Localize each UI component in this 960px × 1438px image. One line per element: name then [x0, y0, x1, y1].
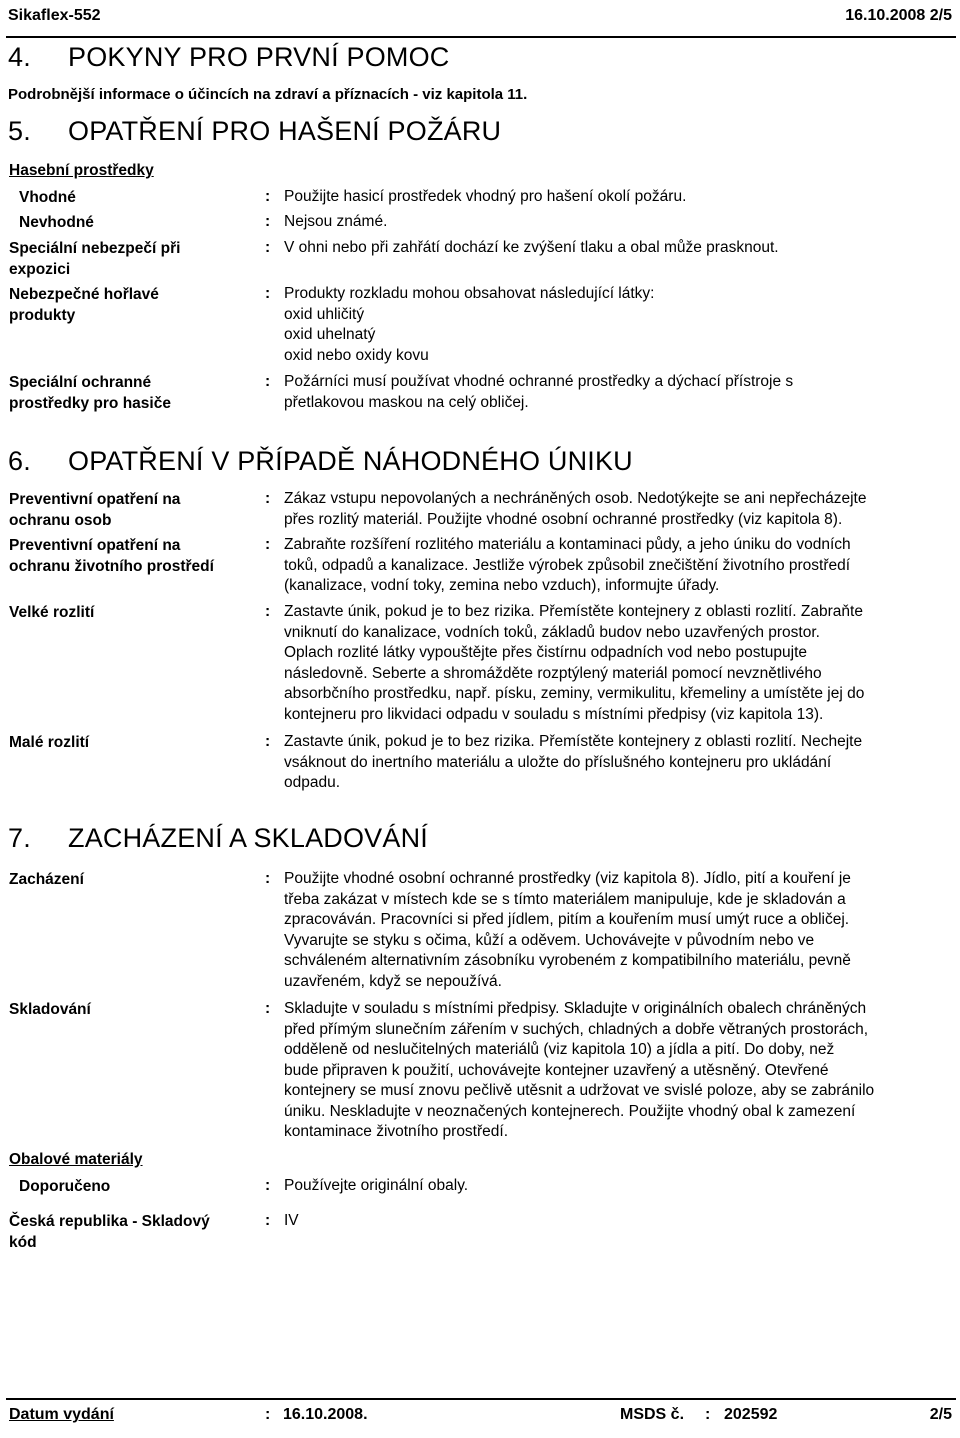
field-label: Skladování [9, 1001, 91, 1018]
field-colon: : [265, 733, 271, 750]
value-line: Zákaz vstupu nepovolaných a nechráněných osob. Nedotýkejte se ani nepřecházejte [284, 490, 867, 507]
value-line: vniknutí do kanalizace, vodních toků, základů budov nebo uzavřených prostor. [284, 623, 820, 641]
page-footer [0, 1398, 960, 1438]
issue-date-label: Datum vydání [9, 1406, 114, 1423]
value-line: absorbčního prostředku, např. písku, zeminy, vermikulitu, křemeliny a umístěte jej do [284, 685, 865, 702]
header-date-page: 16.10.2008 2/5 [845, 7, 952, 24]
field-value [284, 1176, 956, 1197]
section-5-title [8, 116, 501, 147]
field-colon: : [265, 603, 271, 620]
label-line: Preventivní opatření na [9, 491, 181, 508]
section-number: 4. [8, 42, 31, 72]
page-header [0, 0, 960, 36]
label-line: Nebezpečné hořlavé [9, 286, 159, 303]
footer-rule [6, 1398, 956, 1400]
field-colon: : [265, 1177, 271, 1194]
field-value [284, 212, 956, 233]
field-label: Doporučeno [19, 1178, 111, 1195]
field-label: Nevhodné [19, 214, 94, 231]
field-colon: : [265, 490, 271, 507]
value-line: Použijte vhodné osobní ochranné prostředky (viz kapitola 8). Jídlo, pití a kouření je [284, 870, 851, 887]
value-line: IV [284, 1212, 299, 1229]
header-rule [6, 36, 956, 38]
field-colon: : [265, 536, 271, 553]
subheading-obalove: Obalové materiály [9, 1151, 143, 1168]
section-heading: OPATŘENÍ V PŘÍPADĚ NÁHODNÉHO ÚNIKU [68, 446, 633, 476]
field-colon: : [265, 188, 271, 205]
value-line: vsáknout do inertního materiálu a uložte do příslušného kontejneru pro ukládání [284, 753, 832, 771]
value-line: Produkty rozkladu mohou obsahovat následující látky: [284, 285, 655, 302]
value-line: Vyvarujte se styku s očima, kůží a oděvem. Uchovávejte v původním nebo ve [284, 931, 815, 949]
value-line: Používejte originální obaly. [284, 1177, 469, 1194]
value-line: toků, odpadů a kanalizace. Jestliže výrobek způsobil znečištění životního prostředí [284, 556, 851, 574]
value-line: oxid uhelnatý [284, 326, 376, 343]
field-label [9, 238, 249, 280]
section-4-title [8, 42, 450, 73]
label-line: Speciální ochranné [9, 374, 152, 391]
product-name: Sikaflex-552 [8, 7, 101, 24]
value-line: následovně. Seberte a shromážděte rozptýlený materiál pomocí nevznětlivého [284, 664, 822, 682]
section-number: 6. [8, 446, 31, 476]
field-label: Vhodné [19, 189, 76, 206]
section-6-title [8, 446, 633, 477]
value-line: kontaminace životního prostředí. [284, 1123, 509, 1140]
value-line: přes rozlitý materiál. Použijte vhodné osobní ochranné prostředky (viz kapitola 8). [284, 510, 843, 528]
section-4-note: Podrobnější informace o účincích na zdraví a příznacích - viz kapitola 11. [8, 86, 528, 103]
section-heading: OPATŘENÍ PRO HAŠENÍ POŽÁRU [68, 116, 502, 146]
value-line: před přímým slunečním zářením v suchých, chladných a dobře větraných prostorách, [284, 1020, 869, 1038]
footer-colon: : [705, 1406, 711, 1423]
value-line: Zabraňte rozšíření rozlitého materiálu a kontaminaci půdy, a jeho úniku do vodních [284, 536, 851, 553]
msds-label: MSDS č. [620, 1406, 685, 1423]
value-line: kontejneru pro likvidaci odpadu v souladu s místními předpisy (viz kapitola 13). [284, 705, 824, 723]
value-line: Skladujte v souladu s místními předpisy. Skladujte v originálních obalech chráněných [284, 1000, 867, 1017]
footer-colon: : [265, 1406, 271, 1423]
value-line: Použijte hasicí prostředek vhodný pro hašení okolí požáru. [284, 188, 687, 205]
field-label: Zacházení [9, 871, 84, 888]
field-value [284, 999, 956, 1143]
label-line: ochranu osob [9, 512, 112, 529]
value-line: uzavřeném, když se nepoužívá. [284, 972, 502, 990]
value-line: úniku. Neskladujte v neoznačených kontejnerech. Použijte vhodný obal k zamezení [284, 1102, 856, 1120]
msds-number: 202592 [724, 1406, 778, 1423]
value-line: oxid uhličitý [284, 305, 365, 323]
field-value [284, 602, 956, 725]
section-number: 7. [8, 823, 31, 853]
value-line: Nejsou známé. [284, 213, 388, 230]
value-line: (kanalizace, vodní toky, zemina nebo vzduch), informujte úřady. [284, 577, 720, 594]
field-label: Malé rozlití [9, 734, 90, 751]
section-heading: ZACHÁZENÍ A SKLADOVÁNÍ [68, 823, 429, 853]
section-heading: POKYNY PRO PRVNÍ POMOC [68, 42, 450, 72]
field-value [284, 372, 956, 413]
field-colon: : [265, 213, 271, 230]
value-line: třeba zakázat v místech kde se s tímto materiálem manipuluje, kde je skladován a [284, 890, 846, 908]
field-value [284, 489, 956, 530]
field-value [284, 869, 956, 992]
field-colon: : [265, 239, 271, 256]
issue-date-value: 16.10.2008. [283, 1406, 368, 1423]
value-line: bude připraven k použití, uchovávejte kontejner uzavřený a utěsněný. Otevřené [284, 1061, 829, 1079]
subheading-hasebni: Hasební prostředky [9, 162, 154, 179]
value-line: odpadu. [284, 774, 341, 791]
label-line: Česká republika - Skladový [9, 1213, 210, 1230]
field-label [9, 535, 249, 577]
field-colon: : [265, 285, 271, 302]
field-value [284, 732, 956, 794]
page-number: 2/5 [929, 1406, 952, 1423]
field-value [284, 238, 956, 259]
value-line: zpracováván. Pracovníci si před jídlem, pitím a kouřením musí umýt ruce a obličej. [284, 911, 850, 928]
value-line: Zastavte únik, pokud je to bez rizika. Přemístěte kontejnery z oblasti rozlití. Zabraňte [284, 603, 863, 620]
label-line: expozici [9, 261, 71, 278]
label-line: kód [9, 1234, 37, 1251]
value-line: kontejnery se musí znovu pečlivě utěsnit a udržovat ve svislé poloze, aby se zabránilo [284, 1082, 875, 1099]
label-line: produkty [9, 307, 76, 324]
field-value [284, 284, 956, 366]
field-colon: : [265, 1000, 271, 1017]
field-label [9, 372, 249, 414]
value-line: přetlakovou maskou na celý obličej. [284, 393, 529, 411]
value-line: odděleně od neslučitelných materiálů (viz kapitola 10) a jídla a pití. Do doby, než [284, 1041, 835, 1058]
section-number: 5. [8, 116, 31, 146]
value-line: oxid nebo oxidy kovu [284, 346, 429, 364]
value-line: Zastavte únik, pokud je to bez rizika. Přemístěte kontejnery z oblasti rozlití. Nechejte [284, 733, 863, 750]
field-label [9, 489, 249, 531]
field-value [284, 535, 956, 597]
field-label [9, 284, 249, 326]
value-line: Oplach rozlité látky vypouštějte přes čistírnu odpadních vod nebo postupujte [284, 644, 808, 661]
label-line: prostředky pro hasiče [9, 395, 171, 412]
label-line: Preventivní opatření na [9, 537, 181, 554]
field-colon: : [265, 870, 271, 887]
value-line: schváleném alternativním zásobníku vyrobeném z kompatibilního materiálu, pevně [284, 952, 851, 969]
section-7-title [8, 823, 428, 854]
label-line: ochranu životního prostředí [9, 558, 214, 575]
field-value [284, 1211, 956, 1232]
label-line: Speciální nebezpečí při [9, 240, 181, 257]
field-colon: : [265, 1212, 271, 1229]
value-line: Požárníci musí používat vhodné ochranné prostředky a dýchací přístroje s [284, 373, 794, 390]
field-label: Velké rozlití [9, 604, 95, 621]
field-colon: : [265, 373, 271, 390]
value-line: V ohni nebo při zahřátí dochází ke zvýšení tlaku a obal může prasknout. [284, 239, 779, 256]
field-label [9, 1211, 259, 1253]
field-value [284, 187, 956, 208]
